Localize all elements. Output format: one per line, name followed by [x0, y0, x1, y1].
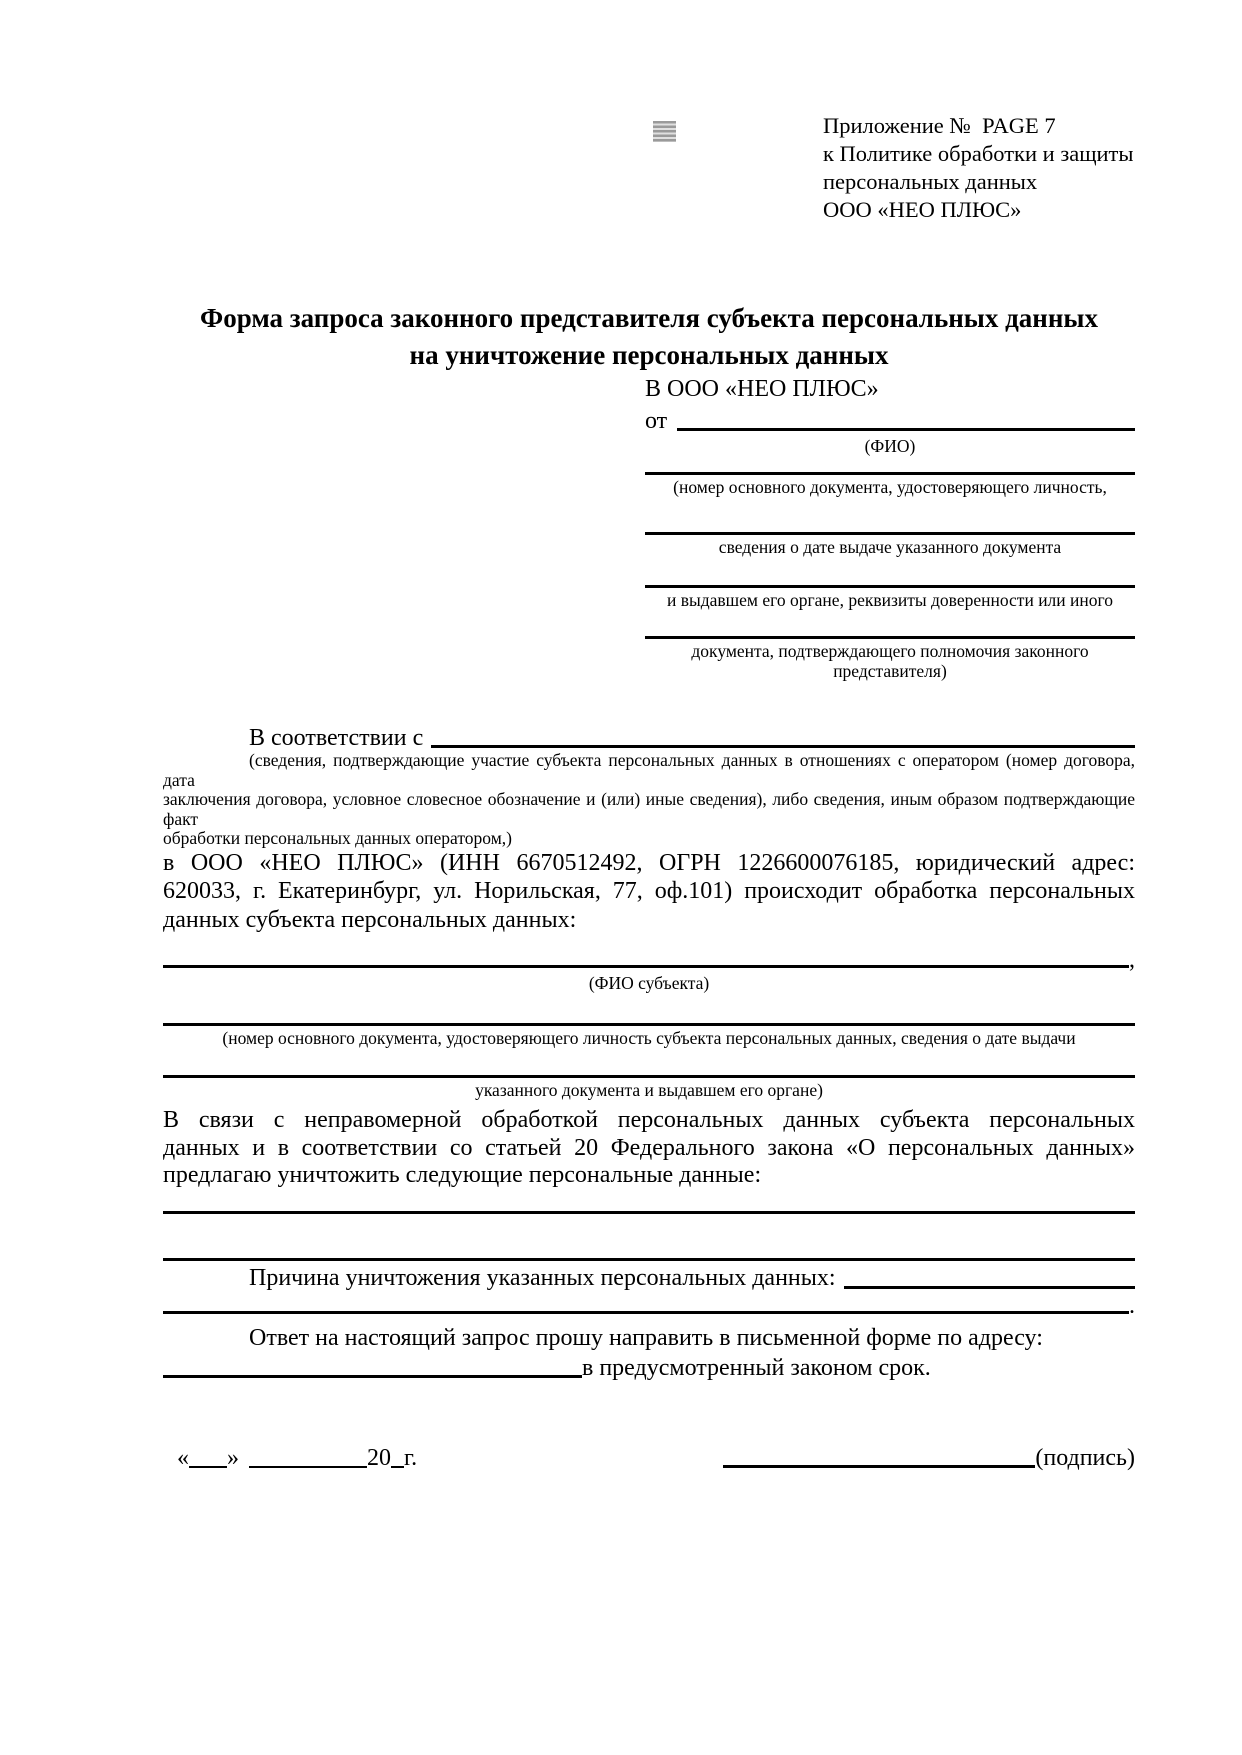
- addressee-block: [645, 374, 1135, 681]
- header-line-appendix: Приложение № PAGE 7: [823, 113, 1056, 138]
- operator-paragraph-line-2: 620033, г. Екатеринбург, ул. Норильская, 77, оф.101) происходит обработка персональных: [163, 878, 1135, 904]
- signature-group: [723, 1445, 1135, 1471]
- signature-caption: (подпись): [1035, 1444, 1135, 1471]
- destruction-paragraph-line-3: предлагаю уничтожить следующие персональные данные:: [163, 1162, 762, 1188]
- reply-request-line: Ответ на настоящий запрос прошу направить в письменной форме по адресу:: [249, 1324, 1043, 1351]
- destruction-paragraph-line-2: данных и в соответствии со статьей 20 Федерального закона «О персональных данных»: [163, 1134, 1135, 1161]
- destruction-reason-label: Причина уничтожения указанных персональных данных:: [249, 1264, 836, 1291]
- reply-address-row: [163, 1353, 1135, 1381]
- doc-number-field: [645, 456, 1135, 475]
- date-day-field: [189, 1466, 227, 1468]
- personal-data-to-destroy-field-2: [163, 1214, 1135, 1261]
- doc-number-caption: (номер основного документа, удостоверяющего личность,: [673, 477, 1107, 497]
- accordance-label: В соответствии с: [249, 725, 424, 751]
- trailing-period: .: [1129, 1292, 1135, 1319]
- header-line-policy: к Политике обработки и защиты: [823, 141, 1134, 166]
- accordance-note-line-1: (сведения, подтверждающие участие субъекта персональных данных в отношениях с оператором (номер договора, дата: [163, 750, 1135, 790]
- header-line-personal-data: персональных данных: [823, 169, 1038, 194]
- addressee-company: В ООО «НЕО ПЛЮС»: [645, 376, 879, 402]
- date-quote-open: «: [177, 1444, 189, 1471]
- date-year-suffix: г.: [404, 1444, 418, 1471]
- accordance-row: [163, 723, 1135, 751]
- doc-authority-field: [645, 557, 1135, 588]
- date-group: [163, 1445, 417, 1471]
- operator-paragraph-line-3: данных субъекта персональных данных:: [163, 906, 577, 933]
- destruction-reason-row-2: [163, 1292, 1135, 1317]
- doc-issue-date-caption: сведения о дате выдаче указанного документа: [718, 537, 1062, 557]
- subject-doc-caption-1: (номер основного документа, удостоверяющего личность субъекта персональных данных, сведения о дате выдачи: [222, 1028, 1076, 1048]
- reply-term-text: в предусмотренный законом срок.: [582, 1354, 931, 1381]
- header-line-company: ООО «НЕО ПЛЮС»: [823, 197, 1022, 222]
- date-year-field: [391, 1466, 404, 1468]
- signature-field: [723, 1465, 1035, 1468]
- from-row: [645, 404, 1135, 434]
- proxy-doc-caption: документа, подтверждающего полномочия законного представителя): [691, 641, 1089, 681]
- appendix-header: [823, 0, 1135, 224]
- doc-issue-date-field: [645, 497, 1135, 535]
- date-quote-close: »: [227, 1444, 239, 1471]
- subject-fio-caption: (ФИО субъекта): [588, 973, 710, 993]
- signature-row: [163, 1445, 1135, 1471]
- destruction-reason-row: [163, 1261, 1135, 1292]
- operator-paragraph: [163, 849, 1135, 935]
- proxy-doc-field: [645, 610, 1135, 639]
- document-title-line-2: на уничтожение персональных данных: [409, 340, 889, 370]
- destruction-reason-field: [844, 1286, 1135, 1289]
- accordance-note: [163, 751, 1135, 849]
- from-label: от: [645, 408, 668, 434]
- accordance-details-field: [431, 745, 1135, 748]
- field-code-artifact-icon: [653, 121, 676, 142]
- destruction-reason-field-2: [163, 1311, 1129, 1314]
- subject-doc-field-1: [163, 993, 1135, 1026]
- document-title-line-1: Форма запроса законного представителя субъекта персональных данных: [200, 303, 1098, 333]
- document-title: [163, 300, 1135, 374]
- subject-fio-field: [163, 965, 1129, 968]
- operator-paragraph-line-1: в ООО «НЕО ПЛЮС» (ИНН 6670512492, ОГРН 1226600076185, юридический адрес:: [163, 849, 1135, 876]
- personal-data-to-destroy-field-1: [163, 1190, 1135, 1214]
- doc-authority-caption: и выдавшем его органе, реквизиты доверенности или иного: [666, 590, 1114, 610]
- representative-fio-field: [677, 428, 1135, 431]
- subject-doc-caption-2: указанного документа и выдавшем его органе): [475, 1080, 823, 1100]
- date-year-prefix: 20: [367, 1444, 391, 1471]
- destruction-paragraph-line-1: В связи с неправомерной обработкой персональных данных субъекта персональных: [163, 1107, 1135, 1133]
- destruction-paragraph: [163, 1107, 1135, 1190]
- fio-caption: (ФИО): [864, 436, 916, 456]
- reply-address-field: [163, 1375, 582, 1378]
- accordance-note-line-3: обработки персональных данных оператором,): [163, 828, 512, 848]
- trailing-comma: ,: [1129, 947, 1135, 973]
- date-month-field: [249, 1466, 367, 1468]
- subject-fio-row: [163, 947, 1135, 973]
- subject-doc-field-2: [163, 1048, 1135, 1078]
- accordance-note-line-2: заключения договора, условное словесное обозначение и (или) иные сведения), либо сведения, иным образом подтверждающие факт: [163, 789, 1135, 829]
